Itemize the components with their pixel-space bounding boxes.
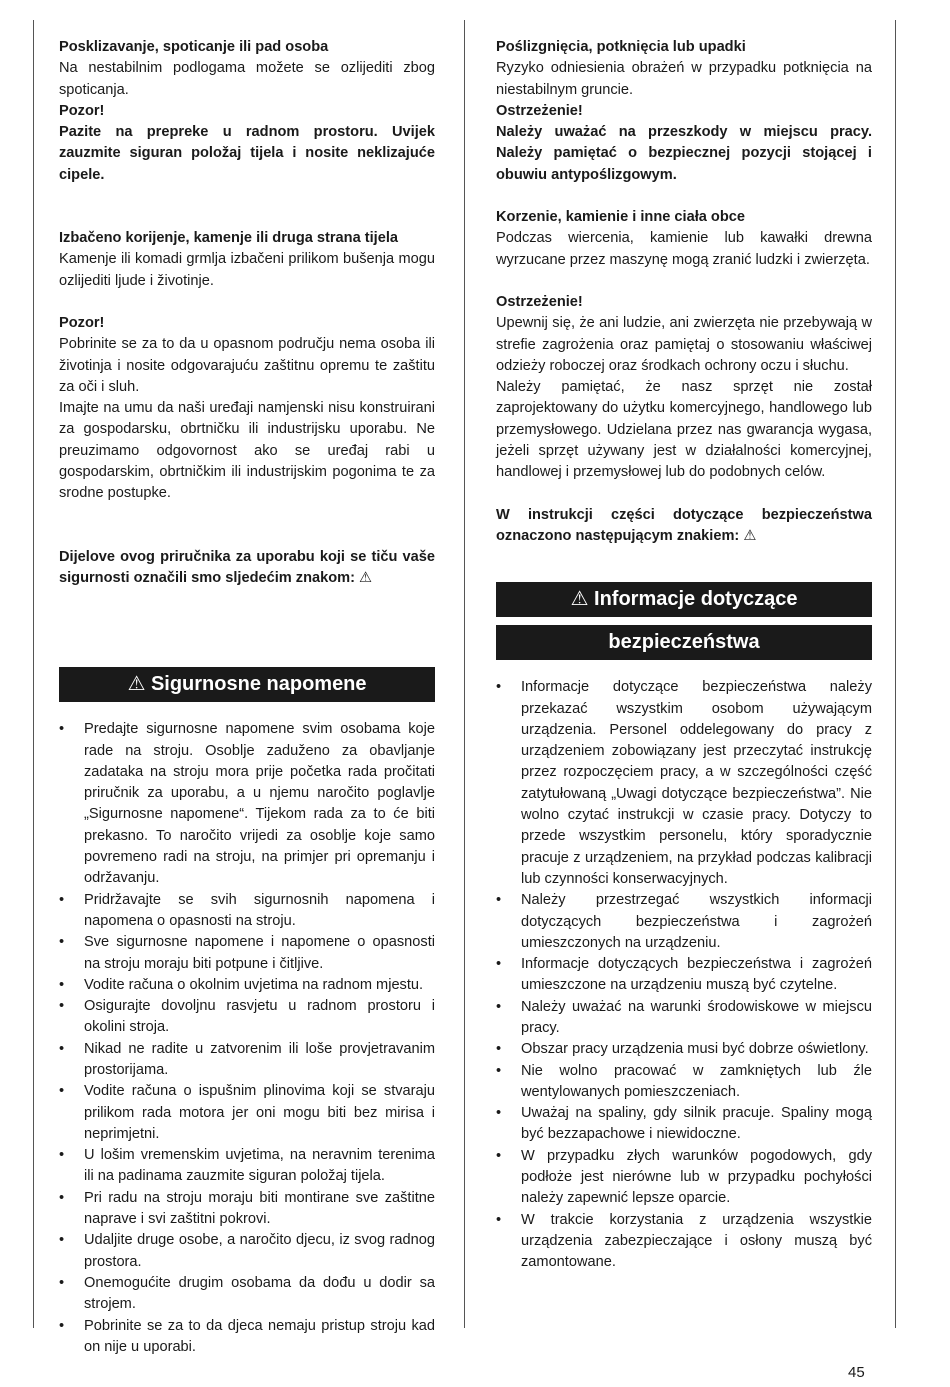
right-section-heading-line1: ⚠ Informacje dotyczące	[496, 582, 872, 617]
left-slip-text: Na nestabilnim podlogama možete se ozlijediti zbog spoticanja.	[59, 60, 435, 98]
center-rule	[464, 20, 465, 1328]
list-item: • U lošim vremenskim uvjetima, na neravnim terenima ili na padinama zauzmite siguran položaj tijela.	[59, 1145, 435, 1188]
list-item: • Obszar pracy urządzenia musi być dobrze oświetlony.	[496, 1039, 872, 1060]
left-debris-title: Izbačeno korijenje, kamenje ili druga strana tijela	[59, 230, 399, 247]
list-item: • Sve sigurnosne napomene i napomene o opasnosti na stroju moraju biti potpune i čitljive.	[59, 932, 435, 975]
list-item: • Onemogućite drugim osobama da dođu u dodir sa strojem.	[59, 1273, 435, 1316]
left-margin-rule	[33, 20, 34, 1328]
list-item: • Informacje dotyczących bezpieczeństwa i zagrożeń umieszczone na urządzeniu muszą być czytelne.	[496, 954, 872, 997]
list-item: • Vodite računa o ispušnim plinovima koji se stvaraju prilikom rada motora jer oni mogu biti bez mirisa i neprimjetni.	[59, 1081, 435, 1145]
right-slip-title: Poślizgnięcia, potknięcia lub upadki	[496, 39, 746, 55]
left-column	[59, 37, 435, 1358]
list-item: • Pridržavajte se svih sigurnosnih napomena i napomena o opasnosti na stroju.	[59, 890, 435, 933]
left-symbol-note: Dijelove ovog priručnika za uporabu koji se tiču vaše sigurnosti označili smo sljedećim znakom: ⚠	[59, 548, 435, 586]
right-liability-text: Należy pamiętać, że nasz sprzęt nie został zaprojektowany do użytku komercyjnego, handlowego lub przemysłowego. Udzielana przez nas gwarancja wygasa, jeżeli sprzęt używany jest w działalności komercyjnej, handlowej i przemysłowej lub do podobnych celów.	[496, 379, 872, 481]
left-protection-text: Pobrinite se za to da u opasnom području nema osoba ili životinja i nosite odgovarajuću zaštitnu opremu te zaštitu za oči i sluh.	[59, 336, 435, 395]
left-slip-warning: Pozor!	[59, 102, 105, 119]
list-item: • Predajte sigurnosne napomene svim osobama koje rade na stroju. Osoblje zaduženo za obavljanje zadataka na stroju mora prije početka rada pročitati priručnik za uporabu, a u njemu naročito poglavlje „Sigurnosne napomene“. Tijekom rada za to će biti prekasno. To naročito vrijedi za osoblje koje samo povremeno radi na stroju, na primjer pri opremanju i održavanju.	[59, 719, 435, 889]
list-item: • Nikad ne radite u zatvorenim ili loše provjetravanim prostorijama.	[59, 1039, 435, 1082]
left-debris-text: Kamenje ili komadi grmlja izbačeni prilikom bušenja mogu ozlijediti ljude i životinje.	[59, 251, 435, 289]
left-slip-warning-text: Pazite na prepreke u radnom prostoru. Uvijek zauzmite siguran položaj tijela i nosite neklizajuće cipele.	[59, 124, 435, 183]
left-safety-list	[59, 719, 435, 1358]
list-item: • Vodite računa o okolnim uvjetima na radnom mjestu.	[59, 975, 435, 996]
list-item: • W przypadku złych warunków pogodowych, gdy podłoże jest nierówne lub w przypadku pochyłości należy zapewnić lepsze oparcie.	[496, 1146, 872, 1210]
right-safety-list	[496, 677, 872, 1273]
left-slip-title: Posklizavanje, spoticanje ili pad osoba	[59, 39, 329, 55]
right-protection-warning: Ostrzeżenie!	[496, 293, 583, 310]
list-item: • Uważaj na spaliny, gdy silnik pracuje. Spaliny mogą być bezzapachowe i niewidoczne.	[496, 1103, 872, 1146]
list-item: • Pri radu na stroju moraju biti montirane sve zaštitne naprave i svi zaštitni pokrovi.	[59, 1188, 435, 1231]
list-item: • Nie wolno pracować w zamkniętych lub źle wentylowanych pomieszczeniach.	[496, 1061, 872, 1104]
left-section-heading: ⚠ Sigurnosne napomene	[59, 667, 435, 702]
left-liability-text: Imajte na umu da naši uređaji namjenski nisu konstruirani za gospodarsku, obrtničku ili industrijsku uporabu. Ne preuzimamo odgovornost ako se uređaj rabi u gospodarskim, obrtničkim ili industrijskim pogonima te za srodne postupke.	[59, 400, 435, 502]
list-item: • Należy uważać na warunki środowiskowe w miejscu pracy.	[496, 997, 872, 1040]
list-item: • Udaljite druge osobe, a naročito djecu, iz svog radnog prostora.	[59, 1230, 435, 1273]
right-margin-rule	[895, 20, 896, 1328]
left-protection-warning: Pozor!	[59, 314, 105, 331]
right-slip-text: Ryzyko odniesienia obrażeń w przypadku potknięcia na niestabilnym gruncie.	[496, 60, 872, 98]
right-section-heading-line2: bezpieczeństwa	[496, 625, 872, 660]
list-item: • Informacje dotyczące bezpieczeństwa należy przekazać wszystkim osobom używającym urządzenia. Personel oddelegowany do pracy z urządzeniem zobowiązany jest przeczytać instrukcję przez rozpoczęciem pracy, a w szczególności część zatytułowaną „Uwagi dotyczące bezpieczeństwa”. Nie wolno czytać instrukcji w czasie pracy. Dotyczy to przede wszystkim personelu, który sporadycznie pracuje z urządzeniem, na przykład podczas kalibracji lub czynności konserwacyjnych.	[496, 677, 872, 890]
list-item: • Osigurajte dovoljnu rasvjetu u radnom prostoru i okolini stroja.	[59, 996, 435, 1039]
right-debris-text: Podczas wiercenia, kamienie lub kawałki drewna wyrzucane przez maszynę mogą zranić ludzki i zwierzęta.	[496, 230, 872, 268]
right-slip-warning: Ostrzeżenie!	[496, 102, 583, 119]
list-item: • W trakcie korzystania z urządzenia wszystkie urządzenia zabezpieczające i osłony muszą być zamontowane.	[496, 1210, 872, 1274]
right-column	[496, 37, 872, 1274]
list-item: • Pobrinite se za to da djeca nemaju pristup stroju kad on nije u uporabi.	[59, 1316, 435, 1359]
right-slip-warning-text: Należy uważać na przeszkody w miejscu pracy. Należy pamiętać o bezpiecznej pozycji stojącej i obuwiu antypoślizgowym.	[496, 124, 872, 183]
list-item: • Należy przestrzegać wszystkich informacji dotyczących bezpieczeństwa i zagrożeń umieszczonych na urządzeniu.	[496, 890, 872, 954]
right-debris-title: Korzenie, kamienie i inne ciała obce	[496, 209, 745, 226]
page-number: 45	[848, 1364, 865, 1381]
right-protection-text: Upewnij się, że ani ludzie, ani zwierzęta nie przebywają w strefie zagrożenia oraz pamiętaj o stosowaniu właściwej odzieży roboczej oraz środkach ochrony oczu i słuchu.	[496, 315, 872, 374]
right-symbol-note: W instrukcji części dotyczące bezpieczeństwa oznaczono następującym znakiem: ⚠	[496, 506, 872, 544]
